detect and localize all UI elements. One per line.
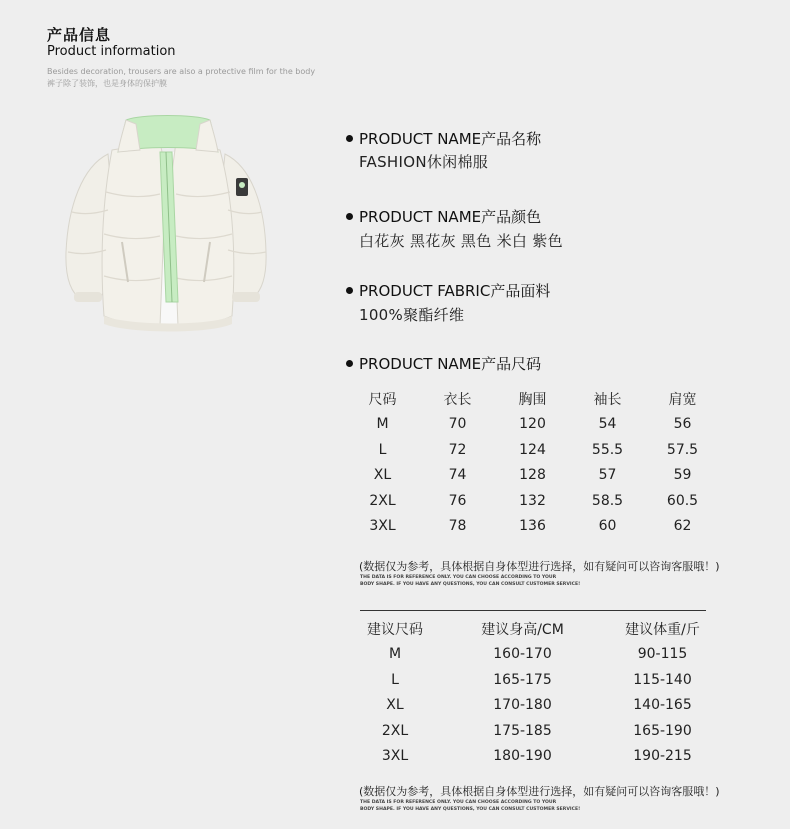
section-title-en: Product information: [47, 44, 176, 59]
recommend-note-en-line2: BODY SHAPE. IF YOU HAVE ANY QUESTIONS, YOU CAN CONSULT CUSTOMER SERVICE!: [360, 807, 581, 812]
size-note-en-line1: THE DATA IS FOR REFERENCE ONLY. YOU CAN CHOOSE ACCORDING TO YOUR: [360, 575, 557, 580]
table-header-row: [345, 616, 725, 642]
table-cell: 180-190: [493, 748, 552, 765]
bullet-icon: [346, 287, 353, 294]
table-cell: 60.5: [666, 492, 699, 509]
table-header-cell: 建议尺码: [367, 621, 423, 638]
table-cell: 78: [448, 518, 467, 535]
table-header-cell: 肩宽: [668, 391, 697, 408]
table-row: [345, 718, 725, 744]
table-cell: 55.5: [591, 441, 624, 458]
table-row: [345, 488, 720, 514]
table-cell: L: [378, 441, 387, 458]
table-cell: 170-180: [493, 697, 552, 714]
table-row: [345, 744, 725, 770]
spec-color-value: 白花灰 黑花灰 黑色 米白 紫色: [359, 232, 563, 250]
table-cell: 128: [519, 467, 546, 484]
table-row: [345, 463, 720, 489]
spec-size-label: [346, 353, 541, 374]
table-cell: 165-175: [493, 671, 552, 688]
size-note-cn: (数据仅为参考，具体根据自身体型进行选择，如有疑问可以咨询客服哦！): [359, 560, 720, 573]
bullet-icon: [346, 135, 353, 142]
table-cell: 3XL: [381, 748, 409, 765]
table-header-cell: 胸围: [518, 391, 547, 408]
section-subtitle-en: Besides decoration, trousers are also a protective film for the body: [47, 67, 316, 76]
table-cell: 57: [598, 467, 617, 484]
table-cell: 58.5: [591, 492, 624, 509]
spec-size-label-text: PRODUCT NAME产品尺码: [359, 355, 542, 373]
recommend-note-en-line1: THE DATA IS FOR REFERENCE ONLY. YOU CAN CHOOSE ACCORDING TO YOUR: [360, 800, 557, 805]
table-cell: 124: [519, 441, 546, 458]
table-cell: 132: [519, 492, 546, 509]
table-cell: 54: [598, 416, 617, 433]
table-cell: 56: [673, 416, 692, 433]
spec-fabric-label: [346, 280, 550, 301]
table-cell: 74: [448, 467, 467, 484]
table-row: [345, 642, 725, 668]
table-cell: L: [391, 671, 399, 688]
table-header-cell: 尺码: [368, 391, 397, 408]
table-cell: 165-190: [633, 722, 692, 739]
recommend-table: [345, 616, 725, 769]
size-note-en-line2: BODY SHAPE. IF YOU HAVE ANY QUESTIONS, YOU CAN CONSULT CUSTOMER SERVICE!: [360, 582, 581, 587]
table-cell: 136: [519, 518, 546, 535]
table-cell: 90-115: [637, 646, 688, 663]
table-row: [345, 667, 725, 693]
spec-name-label-text: PRODUCT NAME产品名称: [359, 130, 542, 148]
table-header-cell: 袖长: [593, 391, 622, 408]
table-cell: M: [388, 646, 402, 663]
recommend-note-cn: (数据仅为参考，具体根据自身体型进行选择，如有疑问可以咨询客服哦！): [359, 785, 720, 798]
table-cell: XL: [373, 467, 392, 484]
table-cell: 57.5: [666, 441, 699, 458]
table-cell: 76: [448, 492, 467, 509]
spec-fabric-value: 100%聚酯纤维: [359, 306, 465, 324]
spec-color-label-text: PRODUCT NAME产品颜色: [359, 208, 542, 226]
table-header-cell: 建议身高/CM: [481, 621, 564, 638]
table-header-cell: 衣长: [443, 391, 472, 408]
table-row: [345, 514, 720, 540]
table-cell: 70: [448, 416, 467, 433]
section-title-cn: 产品信息: [47, 26, 112, 44]
table-cell: 62: [673, 518, 692, 535]
table-cell: 190-215: [633, 748, 692, 765]
spec-color-label: [346, 206, 541, 227]
table-cell: 2XL: [369, 492, 396, 509]
table-cell: 2XL: [381, 722, 409, 739]
table-cell: 120: [519, 416, 546, 433]
table-header-cell: 建议体重/斤: [625, 621, 700, 638]
table-row: [345, 693, 725, 719]
table-cell: M: [376, 416, 389, 433]
section-subtitle-cn: 裤子除了装饰，也是身体的保护膜: [47, 79, 167, 88]
divider: [360, 610, 706, 611]
spec-name-label: [346, 128, 541, 149]
bullet-icon: [346, 213, 353, 220]
size-table: [345, 386, 720, 539]
spec-fabric-label-text: PRODUCT FABRIC产品面料: [359, 282, 551, 300]
jacket-illustration: [60, 112, 275, 340]
table-header-row: [345, 386, 720, 412]
table-cell: 3XL: [369, 518, 396, 535]
table-cell: 60: [598, 518, 617, 535]
table-cell: 59: [673, 467, 692, 484]
table-row: [345, 437, 720, 463]
bullet-icon: [346, 360, 353, 367]
table-cell: XL: [386, 697, 404, 714]
spec-name-value: FASHION休闲棉服: [359, 153, 489, 171]
table-cell: 140-165: [633, 697, 692, 714]
table-cell: 115-140: [633, 671, 692, 688]
table-cell: 160-170: [493, 646, 552, 663]
table-row: [345, 412, 720, 438]
table-cell: 175-185: [493, 722, 552, 739]
table-cell: 72: [448, 441, 467, 458]
